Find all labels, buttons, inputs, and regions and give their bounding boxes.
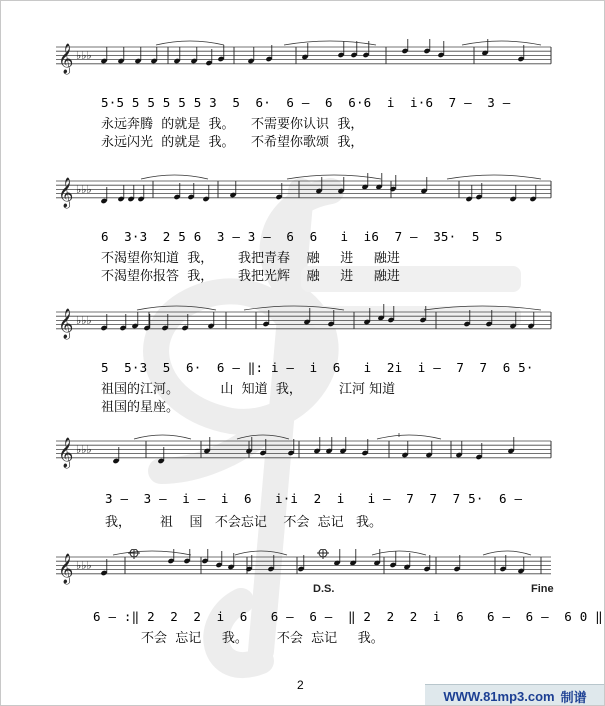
note-head <box>215 551 222 568</box>
site-credit-url: WWW.81mp3.com <box>443 688 555 704</box>
note-head <box>287 439 294 456</box>
note-head <box>217 45 224 62</box>
note-head <box>423 555 430 572</box>
slur <box>235 551 287 555</box>
note-head <box>349 549 356 566</box>
lyric-line-2b: 不渴望你报答 我， 我把光辉 融 进 融进 <box>101 269 400 284</box>
coda-sign-icon <box>317 549 329 559</box>
note-head <box>463 310 470 327</box>
treble-clef-icon: 𝄞 <box>58 44 74 74</box>
key-signature-flats: ♭♭♭ <box>76 314 92 327</box>
lyric-line-4a: 我， 祖 国 不会忘记 不会 忘记 我。 <box>105 515 383 530</box>
slur <box>377 435 441 439</box>
note-head <box>265 45 272 62</box>
note-head <box>361 173 368 190</box>
note-head <box>387 306 394 323</box>
slur <box>424 306 541 310</box>
slur <box>244 306 344 310</box>
note-head <box>337 41 344 58</box>
note-head <box>297 555 304 572</box>
note-head <box>453 555 460 572</box>
note-head <box>377 304 384 321</box>
slur <box>447 175 541 179</box>
note-head <box>350 41 357 58</box>
note-head <box>267 555 274 572</box>
note-head <box>437 41 444 58</box>
lyric-line-1a: 永远奔腾 的就是 我。 不需要你认识 我， <box>101 117 364 132</box>
lyric-line-1b: 永远闪光 的就是 我。 不希望你歌颂 我， <box>101 135 364 150</box>
note-head <box>327 310 334 327</box>
slur <box>134 435 191 439</box>
slur <box>113 551 191 555</box>
note-head <box>361 439 368 456</box>
slur <box>137 306 216 310</box>
slur <box>237 435 289 439</box>
key-signature-flats: ♭♭♭ <box>76 183 92 196</box>
page-number: 2 <box>297 678 304 692</box>
staff-4 <box>1 433 605 473</box>
note-head <box>419 306 426 323</box>
note-head <box>167 549 174 564</box>
jianpu-line-4: 3 — 3 — i — i 6 i·i 2 i i — 7 7 7 5· 6 — <box>105 491 523 506</box>
note-head <box>259 439 266 456</box>
lyric-line-2a: 不渴望你知道 我， 我把青春 融 进 融进 <box>101 251 400 266</box>
slur <box>287 175 381 179</box>
jianpu-line-3: 5 5·3 5 6· 6 — ‖: i — i 6 i 2i i — 7 7 6 5· <box>101 360 534 375</box>
staff-2 <box>1 173 605 213</box>
note-head <box>375 173 382 190</box>
note-head <box>183 549 190 564</box>
note-head <box>201 549 208 564</box>
note-head <box>389 551 396 568</box>
lyric-line-3a: 祖国的江河。 山 知道 我， 江河 知道 <box>101 382 396 397</box>
staff-5 <box>1 549 605 589</box>
jianpu-line-1: 5·5 5 5 5 5 5 3 5 6· 6 — 6 6·6 i i·6 7 — 3 — <box>101 95 511 110</box>
note-head <box>373 549 380 566</box>
lyric-line-3b: 祖国的星座。 <box>101 400 180 415</box>
note-head <box>245 555 252 572</box>
coda-sign-icon <box>128 549 140 559</box>
slur <box>141 175 208 179</box>
jianpu-line-2: 6 3·3 2 5 6 3 — 3 — 6 6 i i6 7 — 35· 5 5 <box>101 229 503 244</box>
note-head <box>389 175 396 192</box>
treble-clef-icon: 𝄞 <box>58 178 74 208</box>
ds-marking: D.S. <box>313 583 335 595</box>
site-credit-banner <box>425 684 605 706</box>
jianpu-line-5: 6 — :‖ 2 2 2 i 6 6 — 6 — ‖ 2 2 2 i 6 6 — 6 — 6 0 ‖ <box>93 609 603 624</box>
note-head <box>517 45 524 62</box>
treble-clef-icon: 𝄞 <box>58 309 74 339</box>
treble-clef-icon: 𝄞 <box>58 554 74 584</box>
key-signature-flats: ♭♭♭ <box>76 559 92 572</box>
fine-marking: Fine <box>531 583 554 595</box>
key-signature-flats: ♭♭♭ <box>76 443 92 456</box>
slur <box>284 41 376 45</box>
note-head <box>401 39 408 54</box>
site-credit-label: 制谱 <box>560 690 587 706</box>
key-signature-flats: ♭♭♭ <box>76 49 92 62</box>
note-head <box>262 310 269 327</box>
note-head <box>499 555 506 572</box>
note-head <box>423 39 430 54</box>
note-head <box>333 549 340 566</box>
slur <box>156 41 224 45</box>
treble-clef-icon: 𝄞 <box>58 438 74 468</box>
lyric-line-5a: 不会 忘记 我。 不会 忘记 我。 <box>141 631 384 646</box>
slur <box>462 41 541 45</box>
slur <box>483 551 531 555</box>
staff-1 <box>1 39 605 79</box>
staff-3 <box>1 304 605 344</box>
note-head <box>485 310 492 327</box>
